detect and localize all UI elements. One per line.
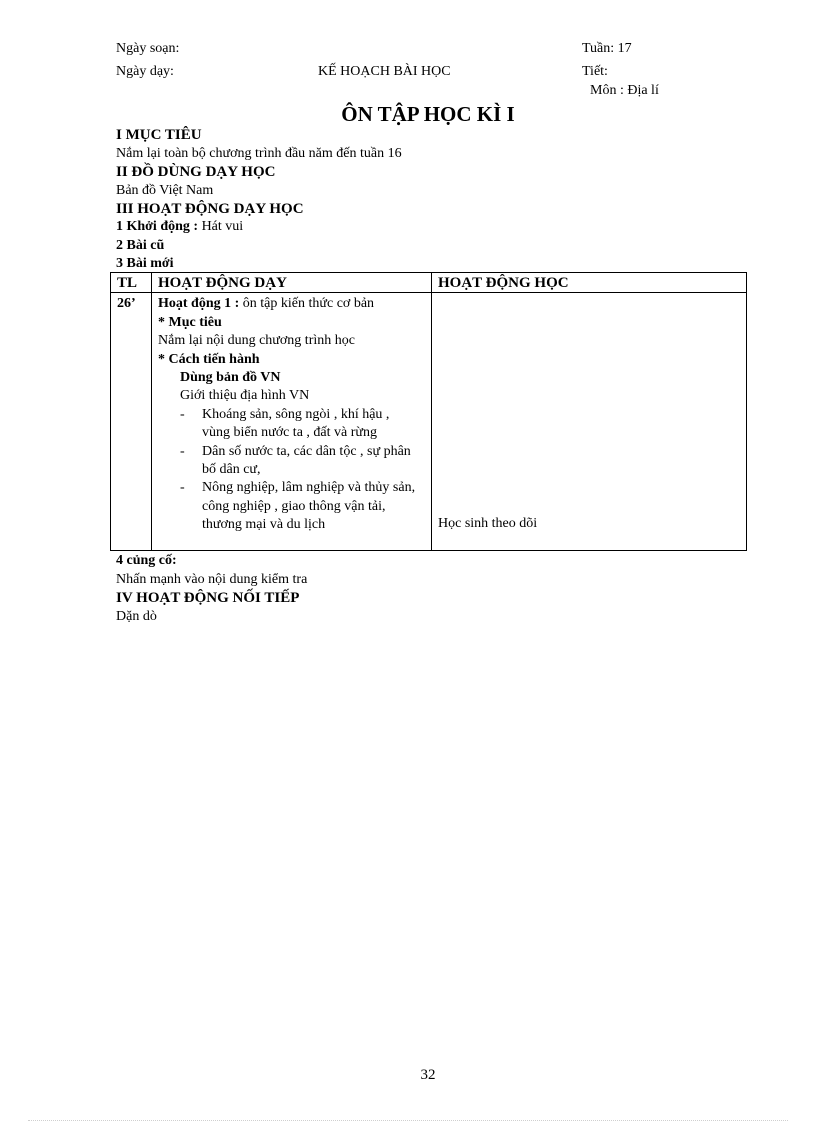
muc-tieu-label: * Mục tiêu (158, 314, 222, 330)
section-do-dung-heading: II ĐỒ DÙNG DẠY HỌC (116, 164, 276, 180)
section-hoat-dong-heading: III HOẠT ĐỘNG DẠY HỌC (116, 201, 304, 217)
table-header-row (111, 273, 747, 293)
lesson-table (110, 272, 747, 551)
cell-tl: 26’ (111, 293, 152, 551)
dung-ban-do-label: Dùng bản đồ VN (180, 370, 281, 386)
header-hoat-dong-hoc: HOẠT ĐỘNG HỌC (432, 273, 747, 293)
mon-label: Môn : Địa lí (590, 83, 659, 98)
cung-co-label: 4 củng cố: (116, 553, 177, 568)
doc-type-title: KẾ HOẠCH BÀI HỌC (318, 64, 451, 79)
ngay-day-label: Ngày dạy: (116, 64, 174, 79)
khoi-dong-line (116, 218, 243, 236)
activity-line (158, 295, 425, 313)
section-muc-tieu-heading: I MỤC TIÊU (116, 127, 202, 143)
tiet-label: Tiết: (582, 64, 608, 79)
muc-tieu-text: Nắm lại nội dung chương trình học (158, 333, 355, 349)
bai-cu-label: 2 Bài cũ (116, 238, 165, 253)
activity-text: ôn tập kiến thức cơ bản (239, 296, 375, 312)
section-noi-tiep-heading: IV HOẠT ĐỘNG NỐI TIẾP (116, 590, 300, 606)
list-item: - Nông nghiệp, lâm nghiệp và thủy sản, công nghiệp , giao thông vận tải, thương mại và du lịch (180, 480, 416, 533)
cach-tien-hanh-label: * Cách tiến hành (158, 351, 260, 367)
activity-label: Hoạt động 1 : (158, 296, 240, 312)
cell-hoat-dong-day (152, 293, 432, 551)
khoi-dong-label: 1 Khởi động : (116, 219, 199, 234)
cung-co-text: Nhấn mạnh vào nội dung kiểm tra (116, 572, 308, 587)
page-divider (28, 1120, 788, 1121)
page-title: ÔN TẬP HỌC KÌ I (341, 102, 515, 126)
list-item: - Dân số nước ta, các dân tộc , sự phân bố dân cư, (180, 443, 411, 478)
section-do-dung-text: Bản đồ Việt Nam (116, 183, 214, 198)
header-tl: TL (111, 273, 152, 293)
table-row (111, 293, 747, 551)
noi-tiep-text: Dặn dò (116, 609, 157, 624)
section-muc-tieu-text: Nắm lại toàn bộ chương trình đầu năm đến tuần 16 (116, 146, 402, 161)
khoi-dong-text: Hát vui (198, 219, 244, 234)
list-item: - Khoáng sản, sông ngòi , khí hậu , vùng biển nước ta , đất và rừng (180, 406, 390, 441)
tuan-label: Tuần: 17 (582, 41, 632, 56)
ngay-soan-label: Ngày soạn: (116, 41, 180, 56)
bai-moi-label: 3 Bài mới (116, 256, 174, 271)
page-number: 32 (420, 1067, 436, 1083)
gioi-thieu-text: Giới thiệu địa hình VN (180, 388, 310, 404)
header-hoat-dong-day: HOẠT ĐỘNG DẠY (152, 273, 432, 293)
cell-hoat-dong-hoc: Học sinh theo dõi (432, 293, 747, 551)
